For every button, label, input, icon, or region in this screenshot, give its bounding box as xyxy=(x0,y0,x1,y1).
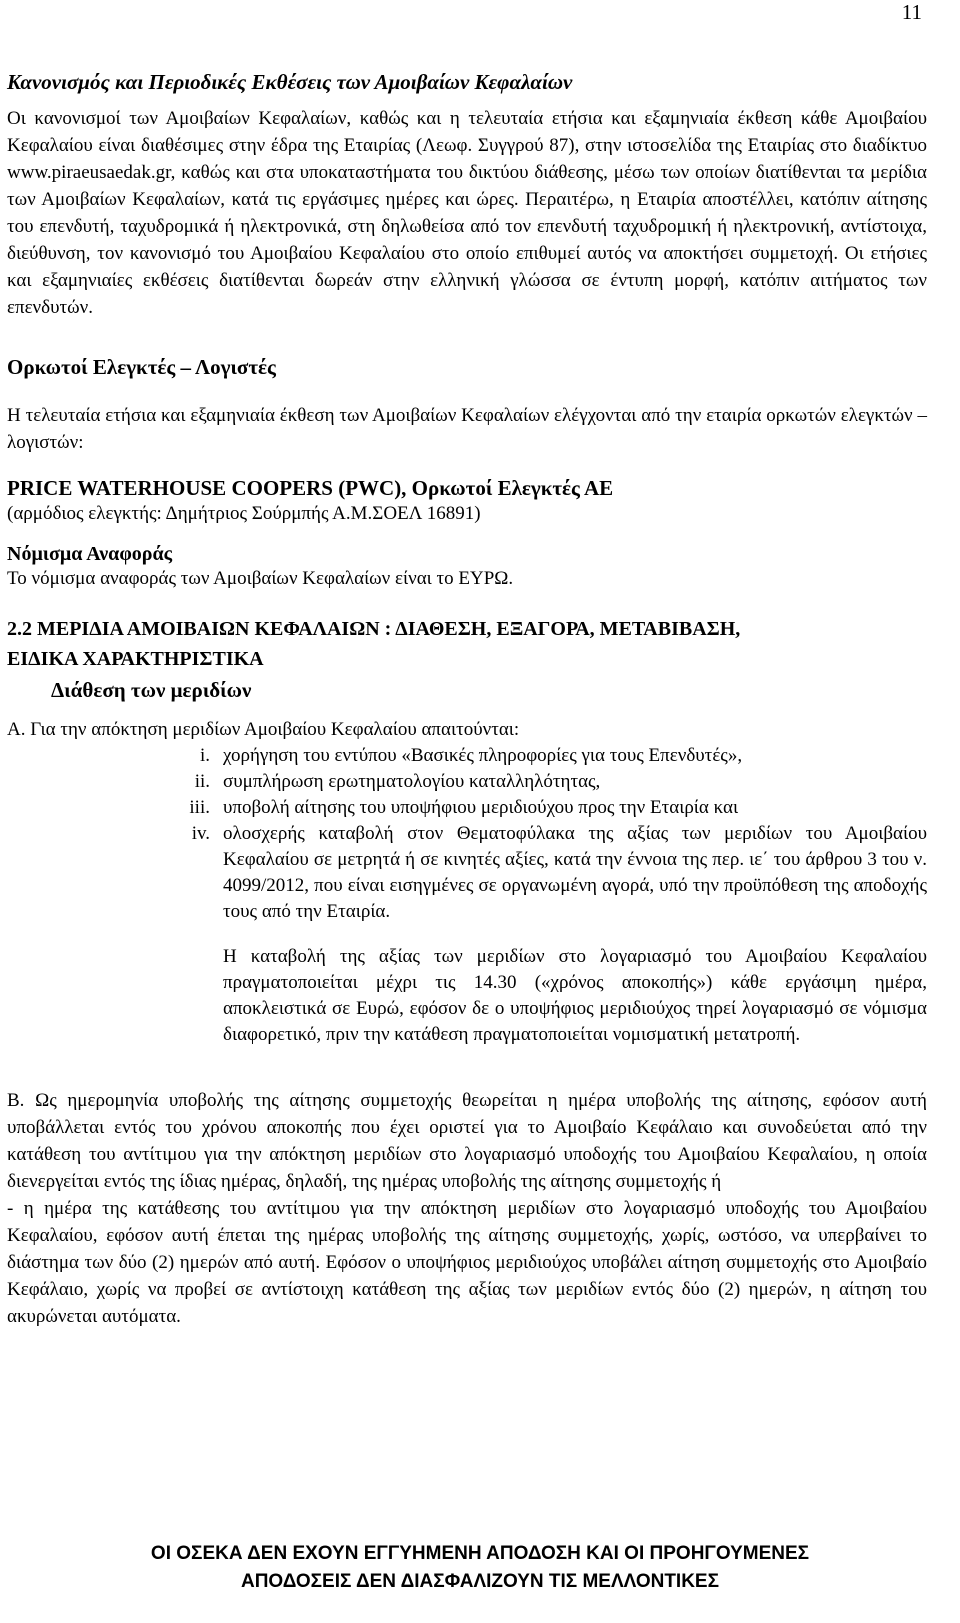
disclaimer-line2: ΑΠΟΔΟΣΕΙΣ ΔΕΝ ΔΙΑΣΦΑΛΙΖΟΥΝ ΤΙΣ ΜΕΛΛΟΝΤΙΚΕΣ xyxy=(240,1571,719,1592)
regulations-paragraph: Οι κανονισμοί των Αμοιβαίων Κεφαλαίων, καθώς και η τελευταία ετήσια και εξαμηνιαία έκθεση κάθε Αμοιβαίου Κεφαλαίου είναι διαθέσιμες στην έδρα της Εταιρίας (Λεωφ. Συγγρού 87), στην ιστοσελίδα της Εταιρίας στο διαδίκτυο www.piraeusaedak.gr, καθώς και στα υποκαταστήματα του δικτύου διάθεσης, μέσω των οποίων διατίθενται τα μερίδια των Αμοιβαίων Κεφαλαίων, κατά τις εργάσιμες ημέρες και ώρες. Περαιτέρω, η Εταιρία αποστέλλει, κατόπιν αίτησης του επενδυτή, ταχυδρομικά ή ηλεκτρονικά, στη δηλωθείσα από τον επενδυτή ταχυδρομική ή ηλεκτρονική, αντίστοιχα, διεύθυνση, τον κανονισμό του Αμοιβαίου Κεφαλαίου στο οποίο επιθυμεί αυτός να αποκτήσει συμμετοχή. Οι ετήσιες και εξαμηνιαίες εκθέσεις διατίθενται δωρεάν στην ελληνική γλώσσα σε έντυπη μορφή, κατόπιν αιτήματος των επενδυτών. xyxy=(7,108,927,318)
section-title-regulations: Κανονισμός και Περιοδικές Εκθέσεις των Αμοιβαίων Κεφαλαίων xyxy=(7,70,573,94)
auditors-paragraph: Η τελευταία ετήσια και εξαμηνιαία έκθεση των Αμοιβαίων Κεφαλαίων ελέγχονται από την εταιρία ορκωτών ελεγκτών – λογιστών: xyxy=(7,405,927,453)
auditor-detail: (αρμόδιος ελεγκτής: Δημήτριος Σούρμπής Α.Μ.ΣΟΕΛ 16891) xyxy=(7,503,481,524)
requirements-intro: Α. Για την απόκτηση μεριδίων Αμοιβαίου Κεφαλαίου απαιτούνται: xyxy=(7,719,520,740)
page-number: 11 xyxy=(901,0,922,24)
submission-date-paragraph: Β. Ως ημερομηνία υποβολής της αίτησης συμμετοχής θεωρείται η ημέρα υποβολής της αίτησης, εφόσον αυτή υποβάλλεται εντός του χρόνου αποκοπής που έχει οριστεί για το Αμοιβαίο Κεφάλαιο και συνοδεύεται από την κατάθεση του αντίτιμου για την απόκτηση μεριδίων στο λογαριασμό υποδοχής του Αμοιβαίου Κεφαλαίου, η οποία διενεργείται εντός της ίδιας ημέρας, δηλαδή, της ημέρας υποβολής της αίτησης συμμετοχής ή xyxy=(7,1090,927,1192)
section-title-units-line2: ΕΙΔΙΚΑ ΧΑΡΑΚΤΗΡΙΣΤΙΚΑ xyxy=(7,648,264,670)
list-item xyxy=(7,795,927,821)
deposit-date-paragraph: - η ημέρα της κατάθεσης του αντίτιμου για την απόκτηση μεριδίων στο λογαριασμό υποδοχής του Αμοιβαίου Κεφαλαίου, εφόσον αυτή έπεται της ημέρας υποβολής της αίτησης συμμετοχής, χωρίς, ωστόσο, να υπερβαίνει το διάστημα των δύο (2) ημερών από αυτή. Εφόσον ο υποψήφιος μεριδιούχος υποβάλει αίτηση συμμετοχής στο Αμοιβαίο Κεφάλαιο, χωρίς να προβεί σε αντίστοιχη κατάθεση της αξίας των μεριδίων εντός δύο (2) ημερών, η αίτηση του ακυρώνεται αυτόματα. xyxy=(7,1198,927,1327)
list-item xyxy=(7,821,927,925)
currency-paragraph: Το νόμισμα αναφοράς των Αμοιβαίων Κεφαλαίων είναι το ΕΥΡΩ. xyxy=(7,568,514,589)
list-item xyxy=(7,743,927,769)
auditor-name: PRICE WATERHOUSE COOPERS (PWC), Ορκωτοί Ελεγκτές ΑΕ xyxy=(7,476,614,500)
page-content xyxy=(7,70,927,1330)
list-item-text: χορήγηση του εντύπου «Βασικές πληροφορίες για τους Επενδυτές», xyxy=(223,745,743,766)
list-item-text: υποβολή αίτησης του υποψήφιου μεριδιούχου προς την Εταιρία και xyxy=(223,797,739,818)
payment-paragraph: Η καταβολή της αξίας των μεριδίων στο λογαριασμό του Αμοιβαίου Κεφαλαίου πραγματοποιείται μέχρι τις 14.30 («χρόνος αποκοπής») κάθε εργάσιμη ημέρα, αποκλειστικά σε Ευρώ, εφόσον δε ο υποψήφιος μεριδιούχος τηρεί λογαριασμό σε νόμισμα διαφορετικό, πριν την κατάθεση πραγματοποιείται νομισματική μετατροπή. xyxy=(223,946,927,1045)
list-item xyxy=(7,769,927,795)
requirements-list xyxy=(7,743,927,925)
section-title-units-line1: 2.2 ΜΕΡΙΔΙΑ ΑΜΟΙΒΑΙΩΝ ΚΕΦΑΛΑΙΩΝ : ΔΙΑΘΕΣΗ, ΕΞΑΓΟΡΑ, ΜΕΤΑΒΙΒΑΣΗ, xyxy=(7,618,741,640)
list-item-number: iv. xyxy=(191,823,210,844)
list-item-number: iii. xyxy=(189,797,210,818)
list-item-text: ολοσχερής καταβολή στον Θεματοφύλακα της αξίας των μεριδίων του Αμοιβαίου Κεφαλαίου σε μετρητά ή σε κινητές αξίες, κατά την έννοια της περ. ιε΄ του άρθρου 3 του ν. 4099/2012, που είναι εισηγμένες σε οργανωμένη αγορά, υπό την προϋπόθεση της αποδοχής τους από την Εταιρία. xyxy=(223,823,927,922)
section-title-auditors: Ορκωτοί Ελεγκτές – Λογιστές xyxy=(7,355,276,379)
section-title-currency: Νόμισμα Αναφοράς xyxy=(7,543,173,565)
list-item-text: συμπλήρωση ερωτηματολογίου καταλληλότητας, xyxy=(223,771,601,792)
subsection-title-distribution: Διάθεση των μεριδίων xyxy=(51,678,252,702)
list-item-number: i. xyxy=(199,745,210,766)
disclaimer-line1: ΟΙ ΟΣΕΚΑ ΔΕΝ ΕΧΟΥΝ ΕΓΓΥΗΜΕΝΗ ΑΠΟΔΟΣΗ ΚΑΙ ΟΙ ΠΡΟΗΓΟΥΜΕΝΕΣ xyxy=(150,1543,810,1564)
list-item-number: ii. xyxy=(194,771,210,792)
disclaimer-footer xyxy=(0,1540,960,1596)
